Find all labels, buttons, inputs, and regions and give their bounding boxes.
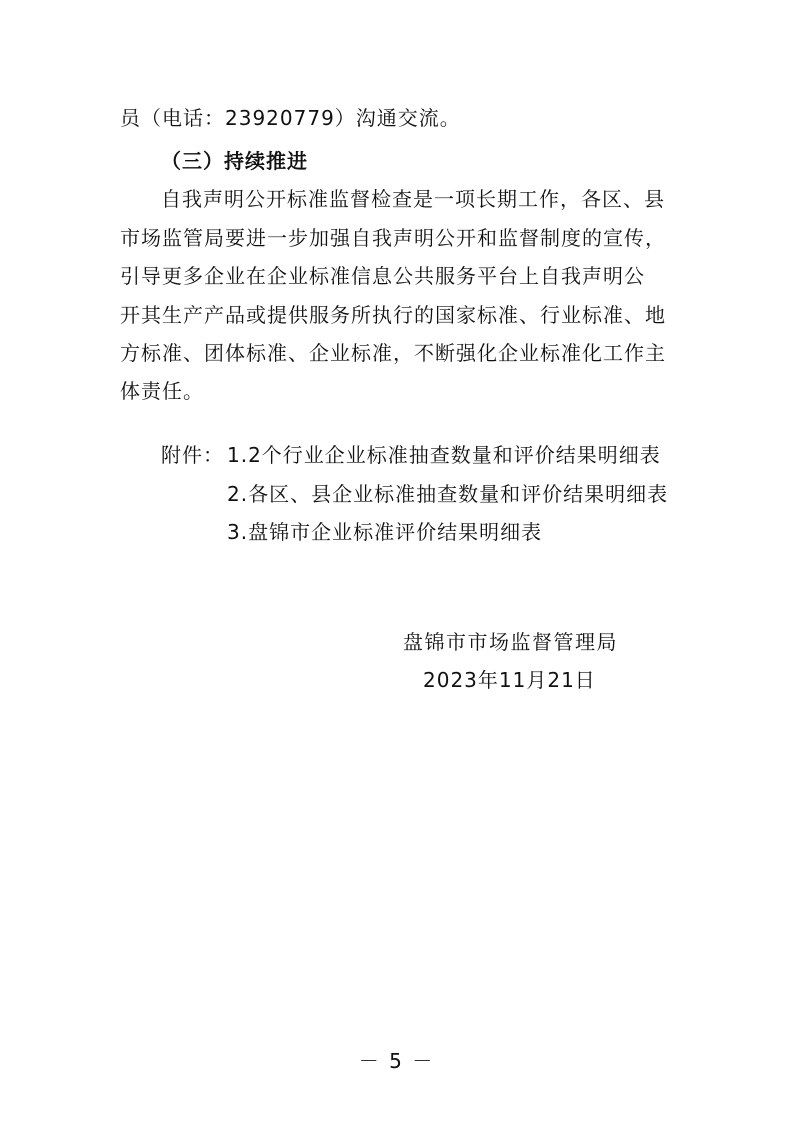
paragraph-line: 自我声明公开标准监督检查是一项长期工作，各区、县 [161, 187, 665, 211]
attachment-item: 1.2个行业企业标准抽查数量和评价结果明细表 [227, 443, 661, 467]
attachments-label: 附件： [161, 443, 224, 467]
page-number: － 5 － [358, 1049, 435, 1073]
section-heading: （三）持续推进 [161, 149, 308, 173]
attachment-item: 2.各区、县企业标准抽查数量和评价结果明细表 [227, 482, 669, 506]
attachment-item: 3.盘锦市企业标准评价结果明细表 [227, 520, 543, 544]
contact-line: 员（电话：23920779）沟通交流。 [120, 106, 461, 130]
signature-organization: 盘锦市市场监督管理局 [403, 630, 618, 654]
paragraph-line: 市场监管局要进一步加强自我声明公开和监督制度的宣传， [120, 226, 666, 250]
paragraph-line: 开其生产产品或提供服务所执行的国家标准、行业标准、地 [120, 303, 666, 327]
paragraph-line: 引导更多企业在企业标准信息公共服务平台上自我声明公 [120, 264, 645, 288]
paragraph-line: 体责任。 [120, 379, 204, 403]
paragraph-line: 方标准、团体标准、企业标准，不断强化企业标准化工作主 [120, 341, 666, 365]
signature-date: 2023年11月21日 [423, 668, 596, 692]
